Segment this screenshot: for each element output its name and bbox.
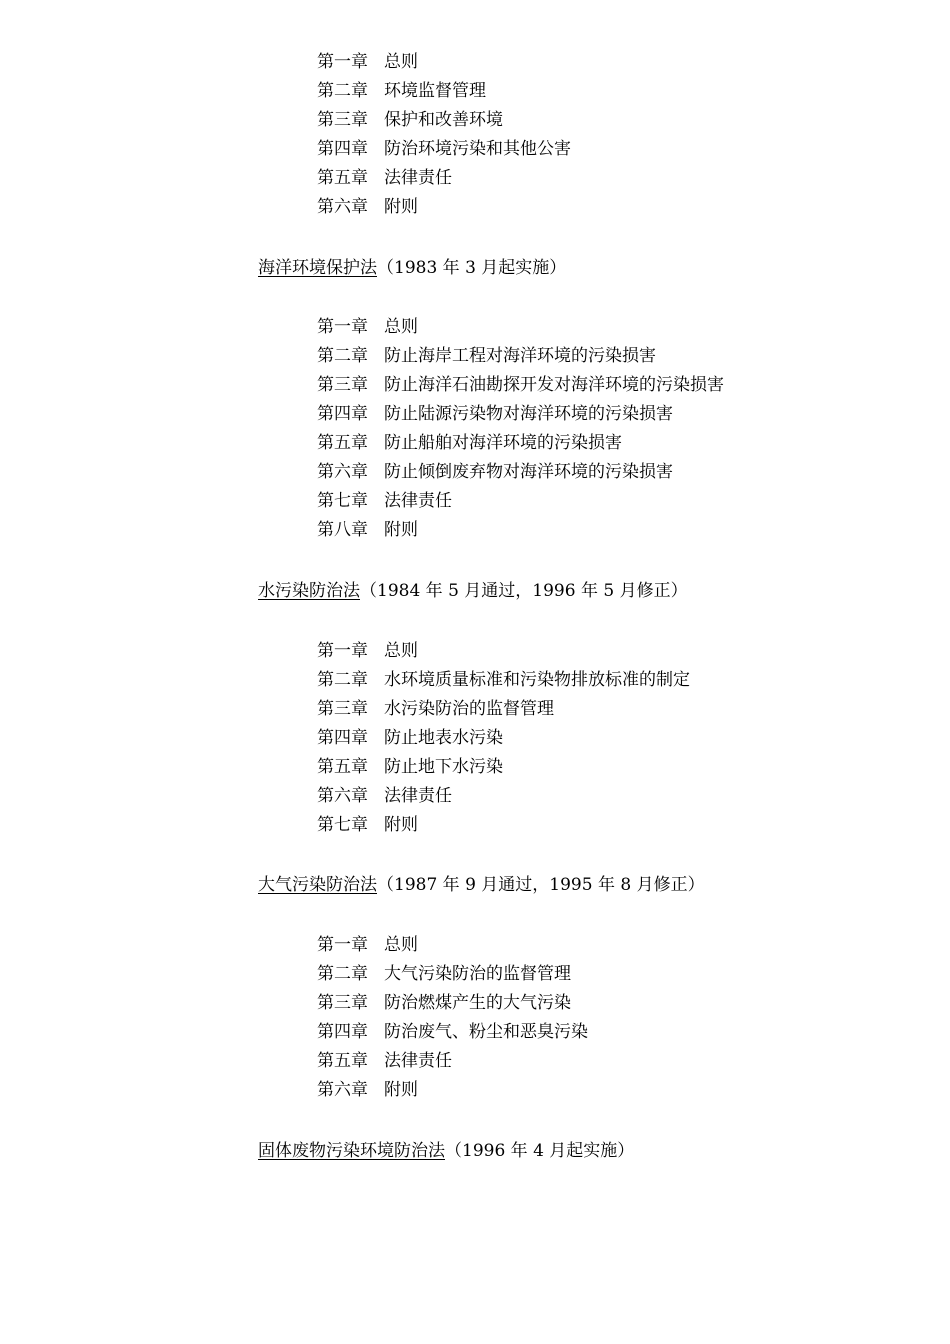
chapter-number: 第五章 [317, 168, 368, 188]
chapter-number: 第三章 [317, 110, 368, 130]
chapter-name: 附则 [384, 815, 418, 835]
law-section-water-pollution [258, 577, 898, 606]
chapter-item [317, 1076, 898, 1105]
chapter-name: 法律责任 [384, 491, 452, 511]
chapter-item [317, 1047, 898, 1076]
chapter-item [317, 487, 898, 516]
chapter-number: 第二章 [317, 964, 368, 984]
chapter-item [317, 164, 898, 193]
chapter-item [317, 371, 898, 400]
chapter-number: 第三章 [317, 993, 368, 1013]
chapter-item [317, 666, 898, 695]
chapter-name: 大气污染防治的监督管理 [384, 964, 571, 984]
chapter-item [317, 106, 898, 135]
chapter-number: 第一章 [317, 317, 368, 337]
chapter-number: 第六章 [317, 462, 368, 482]
chapter-item [317, 724, 898, 753]
chapter-name: 防治环境污染和其他公害 [384, 139, 571, 159]
chapter-item [317, 931, 898, 960]
law-title [258, 577, 898, 606]
chapter-list-marine [258, 313, 898, 545]
chapter-item [317, 342, 898, 371]
chapter-name: 防止地表水污染 [384, 728, 503, 748]
chapter-number: 第三章 [317, 699, 368, 719]
chapter-item [317, 960, 898, 989]
law-date-note: （1987 年 9 月通过，1995 年 8 月修正） [377, 875, 705, 895]
chapter-name: 附则 [384, 520, 418, 540]
chapter-name: 总则 [384, 52, 418, 72]
chapter-list-water [258, 637, 898, 840]
chapter-name: 水环境质量标准和污染物排放标准的制定 [384, 670, 690, 690]
law-date-note: （1983 年 3 月起实施） [377, 258, 567, 278]
chapter-item [317, 782, 898, 811]
chapter-number: 第五章 [317, 757, 368, 777]
chapter-name: 法律责任 [384, 168, 452, 188]
chapter-name: 防止陆源污染物对海洋环境的污染损害 [384, 404, 673, 424]
chapter-item [317, 458, 898, 487]
chapter-list-air [258, 931, 898, 1105]
chapter-name: 防止倾倒废弃物对海洋环境的污染损害 [384, 462, 673, 482]
chapter-number: 第一章 [317, 641, 368, 661]
chapter-name: 防止海洋石油勘探开发对海洋环境的污染损害 [384, 375, 724, 395]
chapter-name: 总则 [384, 935, 418, 955]
chapter-item [317, 429, 898, 458]
chapter-item [317, 989, 898, 1018]
law-section-environmental-protection [258, 48, 898, 222]
chapter-number: 第五章 [317, 433, 368, 453]
chapter-item [317, 695, 898, 724]
chapter-name: 防治燃煤产生的大气污染 [384, 993, 571, 1013]
law-name: 大气污染防治法 [258, 875, 377, 895]
chapter-name: 水污染防治的监督管理 [384, 699, 554, 719]
chapter-item [317, 637, 898, 666]
chapter-item [317, 753, 898, 782]
chapter-number: 第七章 [317, 491, 368, 511]
chapter-number: 第四章 [317, 1022, 368, 1042]
chapter-number: 第三章 [317, 375, 368, 395]
law-name: 水污染防治法 [258, 581, 360, 601]
chapter-number: 第四章 [317, 404, 368, 424]
chapter-name: 保护和改善环境 [384, 110, 503, 130]
chapter-number: 第六章 [317, 197, 368, 217]
chapter-item [317, 516, 898, 545]
chapter-number: 第六章 [317, 1080, 368, 1100]
law-title [258, 1137, 898, 1166]
chapter-number: 第六章 [317, 786, 368, 806]
law-section-solid-waste [258, 1137, 898, 1166]
chapter-name: 总则 [384, 317, 418, 337]
law-name: 海洋环境保护法 [258, 258, 377, 278]
chapter-number: 第八章 [317, 520, 368, 540]
chapter-name: 防止船舶对海洋环境的污染损害 [384, 433, 622, 453]
chapter-number: 第一章 [317, 935, 368, 955]
chapter-name: 总则 [384, 641, 418, 661]
chapter-number: 第二章 [317, 346, 368, 366]
chapter-name: 防治废气、粉尘和恶臭污染 [384, 1022, 588, 1042]
chapter-name: 法律责任 [384, 786, 452, 806]
chapter-number: 第二章 [317, 81, 368, 101]
chapter-name: 法律责任 [384, 1051, 452, 1071]
chapter-number: 第五章 [317, 1051, 368, 1071]
chapter-number: 第四章 [317, 139, 368, 159]
chapter-name: 附则 [384, 1080, 418, 1100]
chapter-number: 第七章 [317, 815, 368, 835]
law-date-note: （1996 年 4 月起实施） [445, 1141, 635, 1161]
chapter-name: 防止地下水污染 [384, 757, 503, 777]
chapter-number: 第一章 [317, 52, 368, 72]
chapter-name: 环境监督管理 [384, 81, 486, 101]
chapter-item [317, 48, 898, 77]
law-date-note: （1984 年 5 月通过，1996 年 5 月修正） [360, 581, 688, 601]
law-section-air-pollution [258, 871, 898, 900]
law-title [258, 254, 898, 283]
chapter-item [317, 77, 898, 106]
chapter-name: 防止海岸工程对海洋环境的污染损害 [384, 346, 656, 366]
chapter-item [317, 313, 898, 342]
chapter-item [317, 811, 898, 840]
law-title [258, 871, 898, 900]
law-section-marine-environment [258, 254, 898, 283]
law-name: 固体废物污染环境防治法 [258, 1141, 445, 1161]
chapter-item [317, 135, 898, 164]
chapter-item [317, 400, 898, 429]
chapter-item [317, 193, 898, 222]
chapter-item [317, 1018, 898, 1047]
chapter-name: 附则 [384, 197, 418, 217]
chapter-number: 第二章 [317, 670, 368, 690]
chapter-number: 第四章 [317, 728, 368, 748]
